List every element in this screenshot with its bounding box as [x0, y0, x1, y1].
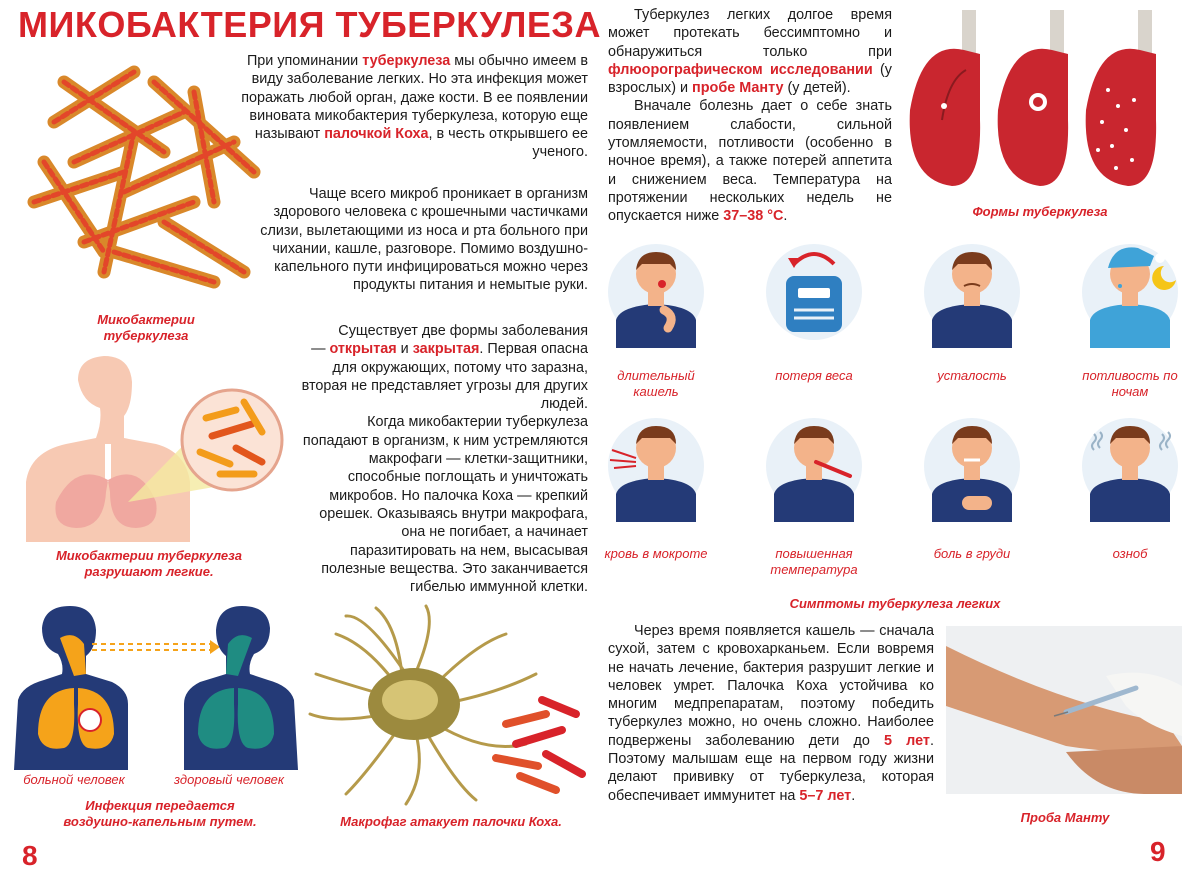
night-sweat-icon [1080, 236, 1180, 348]
transmission-illustration [14, 604, 298, 770]
text-run: . Поэтому малышам еще на первом году жизни делают прививку от туберкулеза, которая обеспечивает иммунитет на [608, 732, 934, 804]
symptom-label-blood: кровь в мокроте [604, 546, 708, 561]
symptom-icon-chest-pain [922, 410, 1022, 522]
highlighted-term: 5 лет [884, 732, 930, 749]
healthy-person-label: здоровый человек [174, 772, 284, 787]
text-run: При упоминании [246, 53, 363, 69]
text-run: мы обычно имеем в виду заболевание легких. Но эта инфекция может поражать любой орган, даже кости. В ее появлении виновата микобактерия туберкулеза, которую еще называют [241, 53, 588, 143]
text-run: Через время появляется кашель — сначала сухой, затем с кровохарканьем. Если вовремя не начать лечение, бактерия разрушит легкие и человек умрет. Палочка Коха устойчива ко многим медпрепаратам, поэтому победить туберкулез можно, но очень сложно. Наиболее подвержены заболеванию дети до [608, 623, 934, 749]
right-bottom-text [608, 622, 934, 805]
text-run: , в честь открывшего ее ученого. [428, 126, 588, 161]
sick-person-label: больной человек [23, 772, 125, 787]
symptom-label-fever: повышенная температура [770, 546, 858, 577]
text-run: Когда микобактерии туберкулеза попадают в организм, к ним устремляются макрофаги — клетки-защитники, способные поглощать и уничтожать микробов. Но палочка Коха — крепкий орешек. Оказываясь внутри макрофага, она не погибает, а начинает паразитировать на нем, высасывая полезные вещества. Это заканчивается гибелью иммунной клетки. [302, 414, 588, 596]
highlighted-term: пробе Манту [692, 80, 784, 97]
text-run: (у детей). [783, 80, 851, 97]
macrophage-caption: Макрофаг атакует палочки Коха. [340, 814, 562, 829]
highlighted-term: закрытая [412, 341, 480, 358]
symptom-icon-fatigue [922, 236, 1022, 348]
macrophage-illustration [306, 604, 592, 810]
highlighted-term: 37–38 °С [723, 208, 784, 225]
bacteria-illustration [14, 52, 276, 302]
symptom-label-chest-pain: боль в груди [933, 546, 1011, 561]
paragraph-7 [608, 622, 934, 805]
symptom-label-fatigue: усталость [937, 368, 1007, 383]
lungs-body-illustration [16, 352, 284, 542]
left-intro-paragraph [226, 52, 588, 162]
tb-forms-illustration [902, 10, 1194, 194]
paragraph-2 [258, 185, 588, 295]
text-run: Чаще всего микроб проникает в организм здорового человека с крошечными частичками слизи, вылетающими из носа и рта больного при чихании, кашле, разговоре. Помимо воздушно-капельного пути инфицироваться можно через продукты питания и немытые руки. [260, 186, 588, 294]
highlighted-term: 5–7 лет [799, 787, 852, 804]
bacteria-caption: Микобактерии туберкулеза [97, 312, 195, 343]
highlighted-term: открытая [329, 341, 397, 358]
highlighted-term: палочкой Коха [324, 126, 429, 143]
page-title: МИКОБАКТЕРИЯ ТУБЕРКУЛЕЗА [18, 4, 601, 45]
paragraph-3 [298, 322, 588, 413]
text-run: . Первая опасна для окружающих, потому что заразна, вторая не представляет угрозы для других людей. [301, 341, 588, 413]
symptom-label-cough: длительный кашель [617, 368, 695, 399]
paragraph-5 [608, 6, 892, 97]
symptom-label-sweat: потливость по ночам [1082, 368, 1178, 399]
mantoux-caption: Проба Манту [1020, 810, 1110, 825]
mantoux-photo [946, 626, 1182, 794]
scale-icon [764, 236, 864, 348]
symptom-icon-chills [1080, 410, 1180, 522]
text-run: . [851, 787, 856, 804]
thermometer-boy-icon [764, 410, 864, 522]
page-number-right: 9 [1150, 836, 1166, 867]
blood-cough-icon [606, 410, 706, 522]
symptom-icon-blood [606, 410, 706, 522]
symptom-icon-sweat [1080, 236, 1180, 348]
tb-forms-caption: Формы туберкулеза [972, 204, 1108, 219]
text-run: и [396, 341, 413, 358]
chest-pain-icon [922, 410, 1022, 522]
highlighted-term: флюорографическом исследовании [608, 61, 873, 78]
right-top-text [608, 6, 892, 226]
text-run: . [783, 208, 788, 225]
text-run: Существует две формы заболевания — [311, 323, 588, 358]
text-run: (у взрослых) и [608, 61, 892, 97]
symptoms-caption: Симптомы туберкулеза легких [789, 596, 1001, 611]
tired-boy-icon [922, 236, 1022, 348]
chills-icon [1080, 410, 1180, 522]
symptom-icon-cough [606, 236, 706, 348]
paragraph-4 [298, 413, 588, 596]
symptom-icon-weight [764, 236, 864, 348]
left-paragraph-3 [298, 322, 588, 596]
page-number-left: 8 [22, 840, 38, 871]
paragraph-1 [226, 52, 588, 162]
coughing-boy-icon [606, 236, 706, 348]
left-paragraph-2 [258, 185, 588, 295]
paragraph-6 [608, 97, 892, 225]
lungs-destroyed-caption: Микобактерии туберкулеза разрушают легкие. [55, 548, 243, 579]
text-run: Туберкулез легких долгое время может протекать бессимптомно и обнаружиться только при [608, 7, 892, 60]
highlighted-term: туберкулеза [362, 53, 451, 69]
symptom-label-weight: потеря веса [775, 368, 853, 383]
text-run: Вначале болезнь дает о себе знать появлением слабости, сильной утомляемости, потливости (особенно в ночное время), а также потерей аппетита и снижением веса. Температура на протяжении нескольких недель не опускается ниже [608, 98, 892, 225]
airborne-caption: Инфекция передается воздушно-капельным путем. [63, 798, 257, 829]
symptom-icon-fever [764, 410, 864, 522]
symptom-label-chills: озноб [1112, 546, 1148, 561]
